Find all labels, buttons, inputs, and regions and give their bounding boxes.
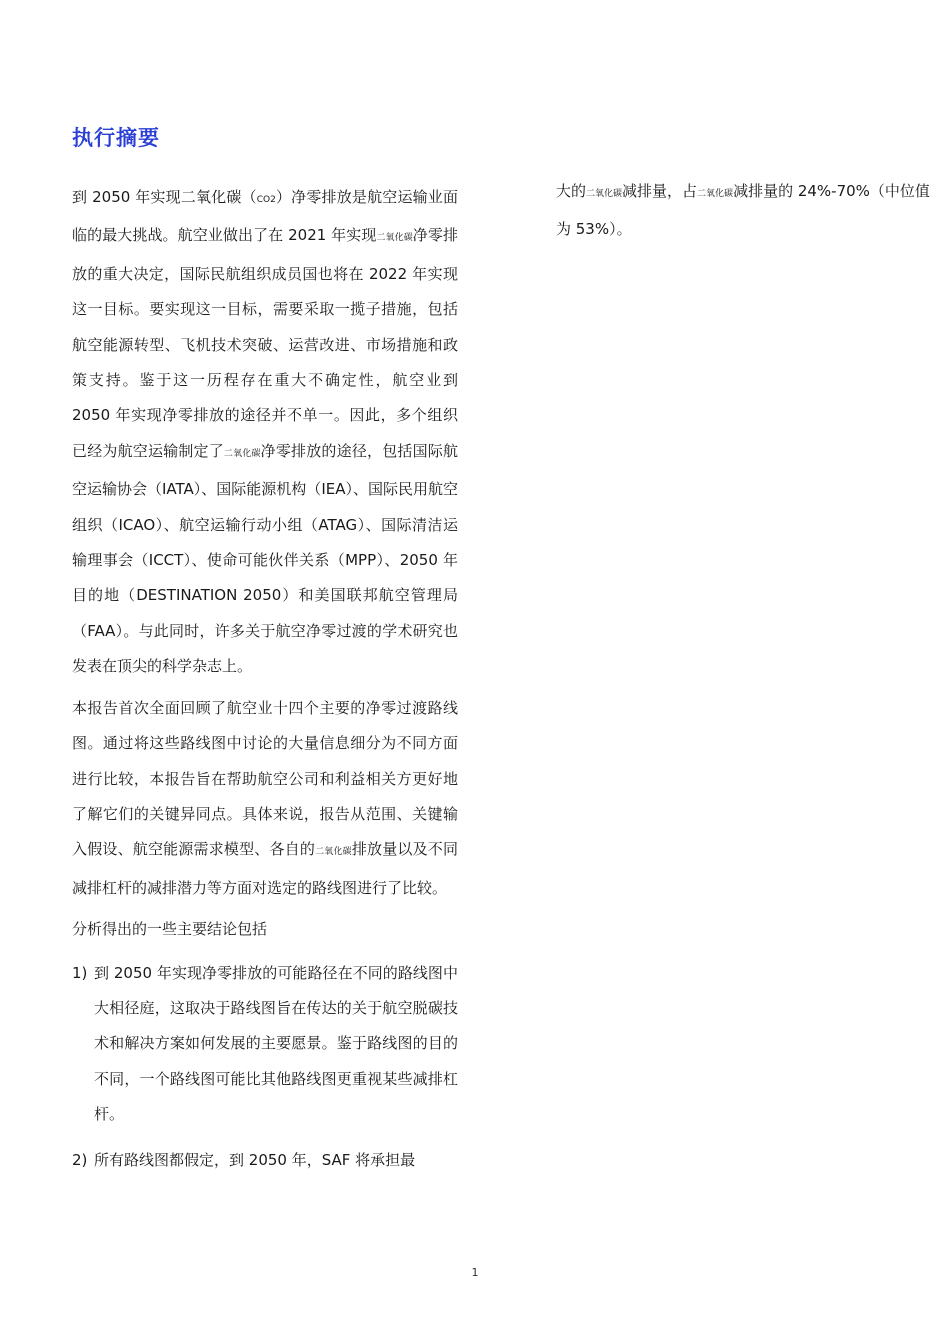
right-column: [556, 174, 942, 247]
text-run: 净零排放的途径，包括国际航空运输协会（IATA）、国际能源机构（IEA）、国际民用航空组织（ICAO）、航空运输行动小组（ATAG）、国际清洁运输理事会（ICCT）、使命可能伙伴关系（MPP）、2050 年目的地（DESTINATION 2050）和美国联邦航空管理局（FAA）。与此同时，许多关于航空净零过渡的学术研究也发表在顶尖的科学杂志上。: [72, 441, 458, 676]
section-heading: 执行摘要: [72, 126, 160, 150]
co2-cn-small: 二氧化碳: [223, 448, 261, 459]
list-item: [72, 1143, 458, 1178]
text-run: 减排量，占: [622, 182, 698, 200]
list-item-text: 所有路线图都假定，到 2050 年，SAF 将承担最: [94, 1150, 416, 1169]
paragraph-conclusions-intro: 分析得出的一些主要结论包括: [72, 920, 268, 939]
co2-cn-small: 二氧化碳: [697, 189, 734, 199]
text-run: 到 2050 年实现二氧化碳（: [72, 188, 257, 206]
list-item-text: 到 2050 年实现净零排放的可能路径在不同的路线图中大相径庭，这取决于路线图旨在传达的关于航空脱碳技术和解决方案如何发展的主要愿景。鉴于路线图的目的不同，一个路线图可能比其他路线图更重视某些减排杠杆。: [94, 963, 458, 1124]
list-item-number: 1): [72, 963, 88, 982]
co2-cn-small: 碳: [403, 233, 413, 244]
list-item: [72, 956, 458, 1133]
co2-cn-small: 二氧化: [376, 233, 404, 244]
text-run: 减排量的 24%-70%（中位值为 53%）。: [556, 182, 930, 238]
paragraph-intro: [72, 180, 458, 685]
text-run: 大的: [556, 182, 587, 200]
co2-subscript: CO2: [256, 195, 276, 205]
conclusions-list: [72, 956, 458, 1178]
paragraph-continued: [556, 174, 942, 247]
list-item-number: 2): [72, 1150, 88, 1169]
text-run: 净零排放的重大决定，国际民航组织成员国也将在 2022 年实现这一目标。要实现这一目标，需要采取一揽子措施，包括航空能源转型、飞机技术突破、运营改进、市场措施和政策支持。鉴于这一历程存在重大不确定性，航空业到 2050 年实现净零排放的途径并不单一。因此，多个组织已经为航空运输制定了: [72, 226, 458, 460]
co2-cn-small: 二氧化碳: [315, 847, 352, 858]
co2-cn-small: 二氧化碳: [586, 189, 623, 199]
paragraph-report-overview: [72, 691, 458, 906]
text-run: ）净零排放是航空运输业面临的最大挑战。航空业做出了在 2021 年实现: [72, 188, 458, 245]
text-run: 排放量以及不同减排杠杆的减排潜力等方面对选定的路线图进行了比较。: [72, 840, 458, 897]
page-number: 1: [471, 1266, 479, 1279]
left-column: [72, 180, 458, 1178]
text-run: 本报告首次全面回顾了航空业十四个主要的净零过渡路线图。通过将这些路线图中讨论的大量信息细分为不同方面进行比较，本报告旨在帮助航空公司和利益相关方更好地了解它们的关键异同点。具体来说，报告从范围、关键输入假设、航空能源需求模型、各自的: [72, 698, 458, 859]
